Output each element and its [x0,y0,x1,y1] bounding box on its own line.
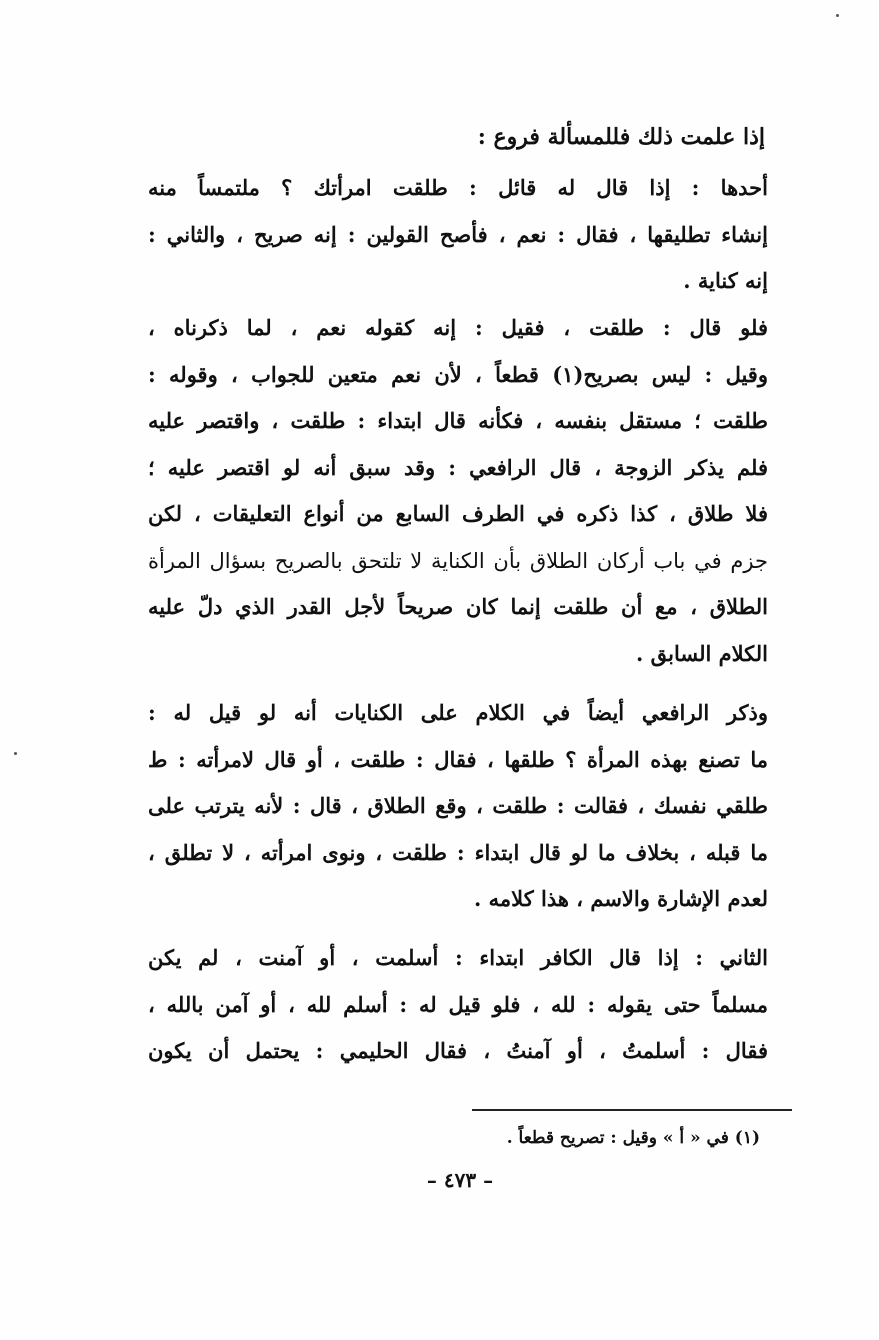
text-line: وذكر الرافعي أيضاً في الكلام على الكنايات أنه لو قيل له : [148,700,768,725]
text-line: فلم يذكر الزوجة ، قال الرافعي : وقد سبق أنه لو اقتصر عليه ؛ [148,454,768,480]
text-line: فلا طلاق ، كذا ذكره في الطرف السابع من أنواع التعليقات ، لكن [148,501,768,526]
footnote: (١) في « أ » وقيل : تصريح قطعاً . [506,1128,760,1148]
section-heading: إذا علمت ذلك فللمسألة فروع : [477,124,765,150]
text-line: ما قبله ، بخلاف ما لو قال ابتداء : طلقت ، ونوى امرأته ، لا تطلق ، [148,839,768,865]
text-line: الكلام السابق . [635,640,768,666]
text-line: وقيل : ليس بصريح(١) قطعاً ، لأن نعم متعين للجواب ، وقوله : [148,361,768,387]
text-line: مسلماً حتى يقوله : لله ، فلو قيل له : أسلم لله ، أو آمن بالله ، [148,991,768,1017]
text-line: الثاني : إذا قال الكافر ابتداء : أسلمت ، أو آمنت ، لم يكن [148,945,768,970]
scan-speck [14,752,17,755]
paragraph-body [148,305,768,677]
paragraph-talaqt-discussion [148,305,768,677]
text-line: الطلاق ، مع أن طلقت إنما كان صريحاً لأجل القدر الذي دلّ عليه [148,594,768,619]
text-line: فقال : أسلمتُ ، أو آمنتُ ، فقال الحليمي : يحتمل أن يكون [148,1038,768,1063]
paragraph-first-branch [148,165,768,305]
paragraph-body [148,690,768,923]
text-line: طلقت ؛ مستقل بنفسه ، فكأنه قال ابتداء : طلقت ، واقتصر عليه [148,408,768,433]
paragraph-second-branch [148,935,768,1075]
footnote-divider [472,1109,792,1111]
text-line: جزم في باب أركان الطلاق بأن الكناية لا تلتحق بالصريح بسؤال المرأة [148,548,768,573]
page-number: – ٤٧٣ – [426,1168,494,1192]
paragraph-rafii-kinayat [148,690,768,923]
text-line: طلقي نفسك ، فقالت : طلقت ، وقع الطلاق ، قال : لأنه يترتب على [148,793,768,818]
paragraph-body [148,935,768,1075]
text-line: إنه كناية . [683,268,768,293]
text-line: ما تصنع بهذه المرأة ؟ طلقها ، فقال : طلقت ، أو قال لامرأته : ط [148,746,768,772]
text-line: أحدها : إذا قال له قائل : طلقت امرأتك ؟ ملتمساً منه [148,175,768,200]
text-line: لعدم الإشارة والاسم ، هذا كلامه . [474,886,768,911]
scan-speck [836,14,839,17]
paragraph-body [148,165,768,305]
text-line: إنشاء تطليقها ، فقال : نعم ، فأصح القولين : إنه صريح ، والثاني : [148,221,768,247]
text-line: فلو قال : طلقت ، فقيل : إنه كقوله نعم ، لما ذكرناه ، [148,315,768,340]
